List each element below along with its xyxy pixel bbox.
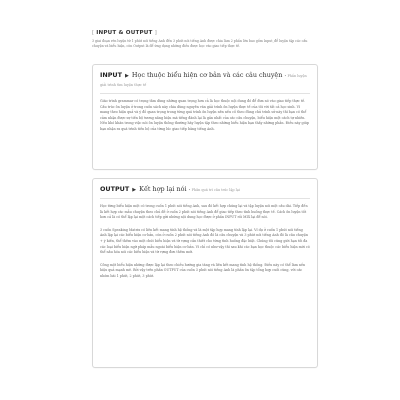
input-card-title: Học thuộc biểu hiện cơ bản và các câu chuyện <box>131 71 283 79</box>
output-keyword: OUTPUT <box>100 185 130 193</box>
input-keyword: INPUT <box>100 71 122 79</box>
output-card-header <box>100 185 310 194</box>
input-card-paragraph: Giáo trình grammar có trọng tâm dùng những quan trọng hơn cả là học thuộc nội dung đó để đưa nó vào giao tiếp thực tế. Cấu trúc ôn luyện ở trong cuốn sách này chia dùng nguyên văn giải trình ôn luyện thực tế của tôi với tất cả học sinh. Vì mang theo hiện quả và ý đồ quan trọng trong từng quá trình ôn luyện nên nếu cố theo đúng chủ trình sử này thì bạn có thể cảm nhận được sự tiến bộ tương nâng hiệu mà tiếng đánh lại là gắn nhất của các câu chuyện, biểu hiện một cách tự nhiên. Nếu khó khăn trong việc nói ôn luyện thông thường hãy luyện tập theo những biểu hiện bạn thấy những phần. Điều này giúp bạn nhận ra quá trình tiến bộ của từng lúc giao tiếp bằng tiếng Anh. <box>100 99 309 131</box>
input-output-section <box>92 30 318 48</box>
input-card-divider <box>100 93 310 94</box>
input-card-header <box>100 71 310 89</box>
header-open-bracket: [ <box>92 30 95 36</box>
input-card-subtitle: • Phần luyện giải trình tìm luyện thực tế <box>100 74 307 87</box>
input-card <box>92 64 318 170</box>
output-card-divider <box>100 198 310 199</box>
output-card-paragraph-1: Học từng biểu hiện một có trong cuốn 1 phút nói tiếng Anh, sau đó kết hợp chúng lại và tập luyện nói một câu dài. Tiếp đến là kết hợp các mẫu chuyện theo chủ đề ở cuốn 2 phút nói tiếng Anh để giao tiếp theo tình huống thực tế. Cách ôn luyện tốt hơn cả là có thể lặp lại một cách tiếp gửi những nội dung học được ở phần INPUT rồi MIX lại để nói. <box>100 204 308 220</box>
section-intro: 3 giai đoạn rèn luyện từ 1 phút nói tiếng Anh đến 3 phút nói tiếng Anh được chia làm 2 phần lớn bao gồm Input_để luyện tập các cấu chuyện và biểu hiện, còn Output là để ứng dụng những điều được học vào giao tiếp thực tế. <box>92 39 308 48</box>
output-card-paragraph-3: Công một biểu hiện những được lặp lại theo chiều hướng gia tăng và liên kết mang tính hệ thống. Điều này có thể làm nền hiệu quả mạnh mẽ. Bởi vậy trên phần OUTPUT của cuốn 3 phút nói tiếng Anh là phần ôn tập tổng hợp cuối cùng, với các nhóm bài 1 phút, 2 phút, 3 phút. <box>100 262 306 278</box>
section-header <box>92 30 318 36</box>
play-arrow-icon: ▶ <box>125 73 129 79</box>
section-title: INPUT & OUTPUT <box>96 30 153 36</box>
output-card <box>92 178 318 368</box>
output-card-paragraph-2: 3 cuốn Speaking Matrix có liên kết mang tính hệ thống và là một tập hợp mang tính lặp lại. Ví dụ ở cuốn 1 phút nói tiếng Anh lặp lại các biểu hiện cơ bản, còn ở cuốn 2 phút nói tiếng Anh đó là câu chuyện và 3 phút nói tiếng Anh đó là câu chuyện + ý kiến, thể thêm vào một chút biểu hiện và từ vựng cần thiết cho từng tình huống đặc biệt. Chúng tôi cũng giới hạn tối đa các loại biểu hiện ngữ pháp mẫu ngoài biểu hiện cơ bản. Vì chỉ có như vậy thì sau khi các bạn học thuộc các biểu hiện mới có thể nâu hóa nói các biểu hiện và từ vựng đơn thêm mới. <box>100 227 310 255</box>
output-card-title: Kết hợp lại nói <box>139 185 187 193</box>
output-card-subtitle: • Phân quá trì câu trúc lập lại <box>188 188 240 192</box>
play-arrow-icon: ▶ <box>132 187 137 193</box>
header-close-bracket: ] <box>154 30 157 36</box>
